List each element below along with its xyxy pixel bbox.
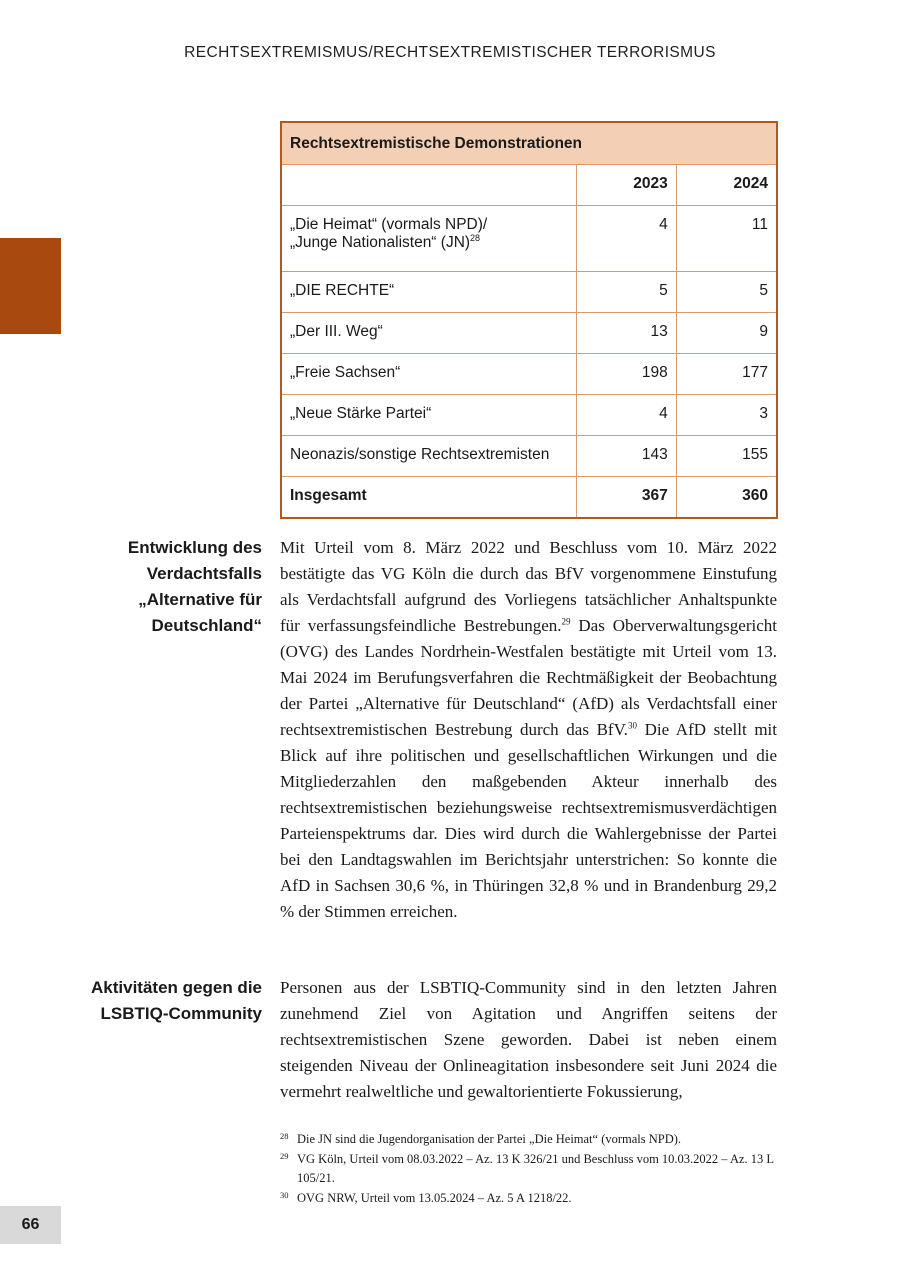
cell-2023: 4 (576, 395, 676, 436)
cell-2024: 9 (676, 313, 776, 354)
table-header-row (282, 165, 776, 206)
paragraph-text: Die AfD stellt mit Blick auf ihre politischen und gesellschaftlichen Wirkungen und die Mitgliederzahlen den maßgebenden Akteur innerhalb des rechtsextremistischen beziehungsweise rechtsextremismusverdächtigen Parteienspektrums dar. Dies wird durch die Wahlergebnisse der Partei bei den Landtagswahlen im Berichtsjahr unterstrichen: So konnte die AfD in Sachsen 30,6 %, in Thüringen 32,8 % und in Brandenburg 29,2 % der Stimmen erreichen. (280, 720, 777, 921)
cell-2023: 13 (576, 313, 676, 354)
demonstrations-table (280, 121, 778, 519)
table-row (282, 354, 776, 395)
column-header-label (282, 165, 576, 206)
footnote-number: 28 (280, 1131, 289, 1141)
cell-2024: 11 (676, 206, 776, 272)
total-label: Insgesamt (290, 487, 367, 504)
paragraph-text: Mit Urteil vom 8. März 2022 und Beschluss vom 10. März 2022 bestätigte das VG Köln die durch das BfV vorgenommene Einstufung als Verdachtsfall aufgrund des Vorliegens tatsächlicher Anhaltspunkte für verfassungsfeindliche Bestrebungen. (280, 538, 777, 635)
column-header-2023: 2023 (576, 165, 676, 206)
footnote-number: 29 (280, 1151, 289, 1161)
footnote-ref: 28 (470, 232, 481, 243)
row-label-line1: „Die Heimat“ (vormals NPD)/ (290, 216, 488, 233)
table-total-row (282, 477, 776, 518)
side-heading-line: „Alternative für (138, 590, 262, 609)
side-heading-line: Entwicklung des (127, 538, 262, 557)
column-header-2024: 2024 (676, 165, 776, 206)
row-label: „Neue Stärke Partei“ (282, 395, 576, 436)
row-label: „Der III. Weg“ (282, 313, 576, 354)
footnote-text: Die JN sind die Jugendorganisation der Partei „Die Heimat“ (vormals NPD). (297, 1132, 682, 1146)
cell-2023: 5 (576, 272, 676, 313)
footnotes (280, 1130, 777, 1209)
row-label: Neonazis/sonstige Rechtsextremisten (282, 436, 576, 477)
paragraph-text: Das Oberverwaltungsgericht (OVG) des Landes Nordrhein-Westfalen bestätigte mit Urteil vom 13. Mai 2024 im Berufungsverfahren die Rechtmäßigkeit der Beobachtung der Partei „Alternative für Deutschland“ (AfD) als Verdachtsfall einer rechtsextremistischen Bestrebung durch das BfV. (280, 616, 777, 739)
footnote-number: 30 (280, 1190, 289, 1200)
page-number: 66 (0, 1206, 61, 1244)
table-row (282, 206, 776, 272)
row-label (282, 206, 576, 272)
footnote-item (280, 1130, 777, 1149)
row-label: „DIE RECHTE“ (282, 272, 576, 313)
chapter-tab-marker (0, 238, 61, 334)
footnote-item (280, 1150, 777, 1188)
side-heading-afd (60, 535, 262, 639)
cell-2023: 4 (576, 206, 676, 272)
cell-2024: 3 (676, 395, 776, 436)
table-row (282, 436, 776, 477)
footnote-text: OVG NRW, Urteil vom 13.05.2024 – Az. 5 A 1218/22. (297, 1191, 572, 1205)
table-row (282, 272, 776, 313)
side-heading-line: Aktivitäten gegen die (91, 978, 262, 997)
row-label-line2: „Junge Nationalisten“ (JN) (290, 234, 471, 251)
side-heading-line: LSBTIQ-Community (100, 1004, 262, 1023)
running-header: RECHTSEXTREMISMUS/RECHTSEXTREMISTISCHER TERRORISMUS (184, 44, 716, 61)
table-row (282, 395, 776, 436)
total-2023: 367 (576, 477, 676, 518)
footnote-item (280, 1189, 777, 1208)
paragraph-afd (280, 535, 777, 925)
cell-2023: 143 (576, 436, 676, 477)
footnote-ref: 30 (627, 720, 637, 731)
footnote-ref: 29 (561, 616, 571, 627)
cell-2023: 198 (576, 354, 676, 395)
row-label: „Freie Sachsen“ (282, 354, 576, 395)
side-heading-line: Verdachtsfalls (146, 564, 262, 583)
footnote-text: VG Köln, Urteil vom 08.03.2022 – Az. 13 K 326/21 und Beschluss vom 10.03.2022 – Az. 13 L 105/21. (297, 1152, 774, 1185)
table-caption: Rechtsextremistische Demonstrationen (282, 123, 776, 165)
cell-2024: 155 (676, 436, 776, 477)
paragraph-lsbtiq: Personen aus der LSBTIQ-Community sind in den letzten Jahren zunehmend Ziel von Agitation und Angriffen seitens der rechtsextremistischen Szene geworden. Dabei ist neben einem steigenden Niveau der Onlineagitation insbesondere seit Juni 2024 die vermehrt realweltliche und gewaltorientierte Fokussierung, (280, 978, 777, 1101)
side-heading-lsbtiq (60, 975, 262, 1027)
cell-2024: 5 (676, 272, 776, 313)
cell-2024: 177 (676, 354, 776, 395)
table-row (282, 313, 776, 354)
total-2024: 360 (676, 477, 776, 518)
side-heading-line: Deutschland“ (151, 616, 262, 635)
